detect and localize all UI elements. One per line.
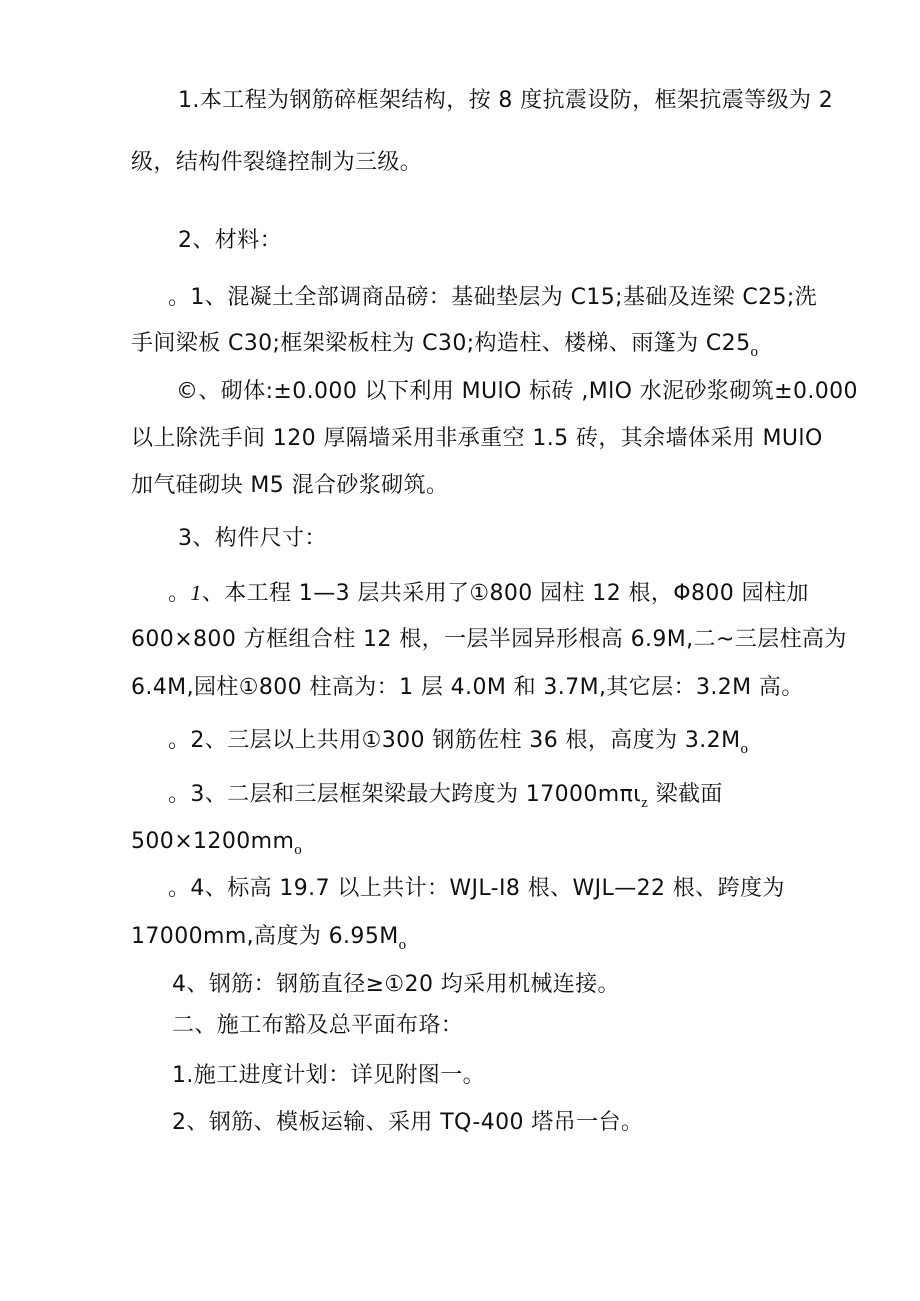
paragraph-3-line-1: 。1、混凝土全部调商品磅：基础垫层为 C15;基础及连梁 C25;洗 bbox=[168, 285, 818, 310]
paragraph-4-line-1: ©、砌体:±0.000 以下利用 MUlO 标砖 ,MlO 水泥砂浆砌筑±0.000 bbox=[176, 379, 858, 404]
paragraph-1-line-2: 级，结构件裂缝控制为三级。 bbox=[131, 150, 423, 175]
paragraph-9-line-2 bbox=[131, 922, 407, 960]
paragraph-6-line-2: 600×800 方框组合柱 12 根，一层半园异形根高 6.9M,二~三层柱高为 bbox=[131, 627, 847, 652]
paragraph-7-subscript: o bbox=[740, 741, 749, 757]
paragraph-8-line-1-text: 。3、二层和三层框架梁最大跨度为 17000mπι bbox=[168, 782, 642, 807]
paragraph-13-transport: 2、钢筋、模板运输、采用 TQ-400 塔吊一台。 bbox=[172, 1110, 644, 1135]
paragraph-8-line-1-end: 梁截面 bbox=[648, 782, 723, 807]
paragraph-6-marker: 。 bbox=[168, 581, 191, 606]
paragraph-9-line-1: 。4、标高 19.7 以上共计：WJL-I8 根、WJL—22 根、跨度为 bbox=[168, 876, 785, 901]
paragraph-10-rebar: 4、钢筋：钢筋直径≥①20 均采用机械连接。 bbox=[172, 972, 620, 997]
paragraph-2-heading: 2、材料： bbox=[178, 228, 282, 253]
paragraph-8-line-2-text: 500×1200mm bbox=[131, 829, 295, 854]
section-2-heading: 二、施工布豁及总平面布珞： bbox=[172, 1013, 464, 1038]
paragraph-9-line-2-text: 17000mm,高度为 6.95M bbox=[131, 924, 399, 949]
paragraph-6-line-1-text: 、本工程 1—3 层共采用了①800 园柱 12 根，Φ800 园柱加 bbox=[201, 581, 809, 606]
paragraph-4-line-3: 加气硅砌块 M5 混合砂浆砌筑。 bbox=[131, 473, 449, 498]
paragraph-7-line-1 bbox=[168, 726, 748, 764]
paragraph-6-number: 1 bbox=[190, 580, 202, 605]
paragraph-6-line-3: 6.4M,园柱①800 柱高为：1 层 4.0M 和 3.7M,其它层：3.2M 高。 bbox=[131, 675, 804, 700]
paragraph-9-subscript: o bbox=[398, 937, 407, 953]
paragraph-8-subscript-2: o bbox=[294, 842, 303, 858]
paragraph-8-subscript-1: z bbox=[641, 795, 649, 811]
paragraph-6-line-1 bbox=[168, 578, 809, 609]
paragraph-4-line-2: 以上除洗手间 120 厚隔墙采用非承重空 1.5 砖，其余墙体采用 MUlO bbox=[131, 426, 823, 451]
paragraph-8-line-1 bbox=[168, 780, 723, 818]
paragraph-8-line-2 bbox=[131, 827, 302, 865]
paragraph-3-subscript: o bbox=[750, 344, 759, 360]
paragraph-3-line-2 bbox=[131, 329, 758, 367]
paragraph-5-heading: 3、构件尺寸： bbox=[178, 526, 327, 551]
paragraph-1-line-1: 1.本工程为钢筋碎框架结构，按 8 度抗震设防，框架抗震等级为 2 bbox=[178, 88, 834, 113]
paragraph-12-schedule: 1.施工进度计划：详见附图一。 bbox=[172, 1063, 485, 1088]
paragraph-3-line-2-text: 手间梁板 C30;框架梁板柱为 C30;构造柱、楼梯、雨篷为 C25 bbox=[131, 331, 751, 356]
paragraph-7-text: 。2、三层以上共用①300 钢筋佐柱 36 根，高度为 3.2M bbox=[168, 728, 741, 753]
